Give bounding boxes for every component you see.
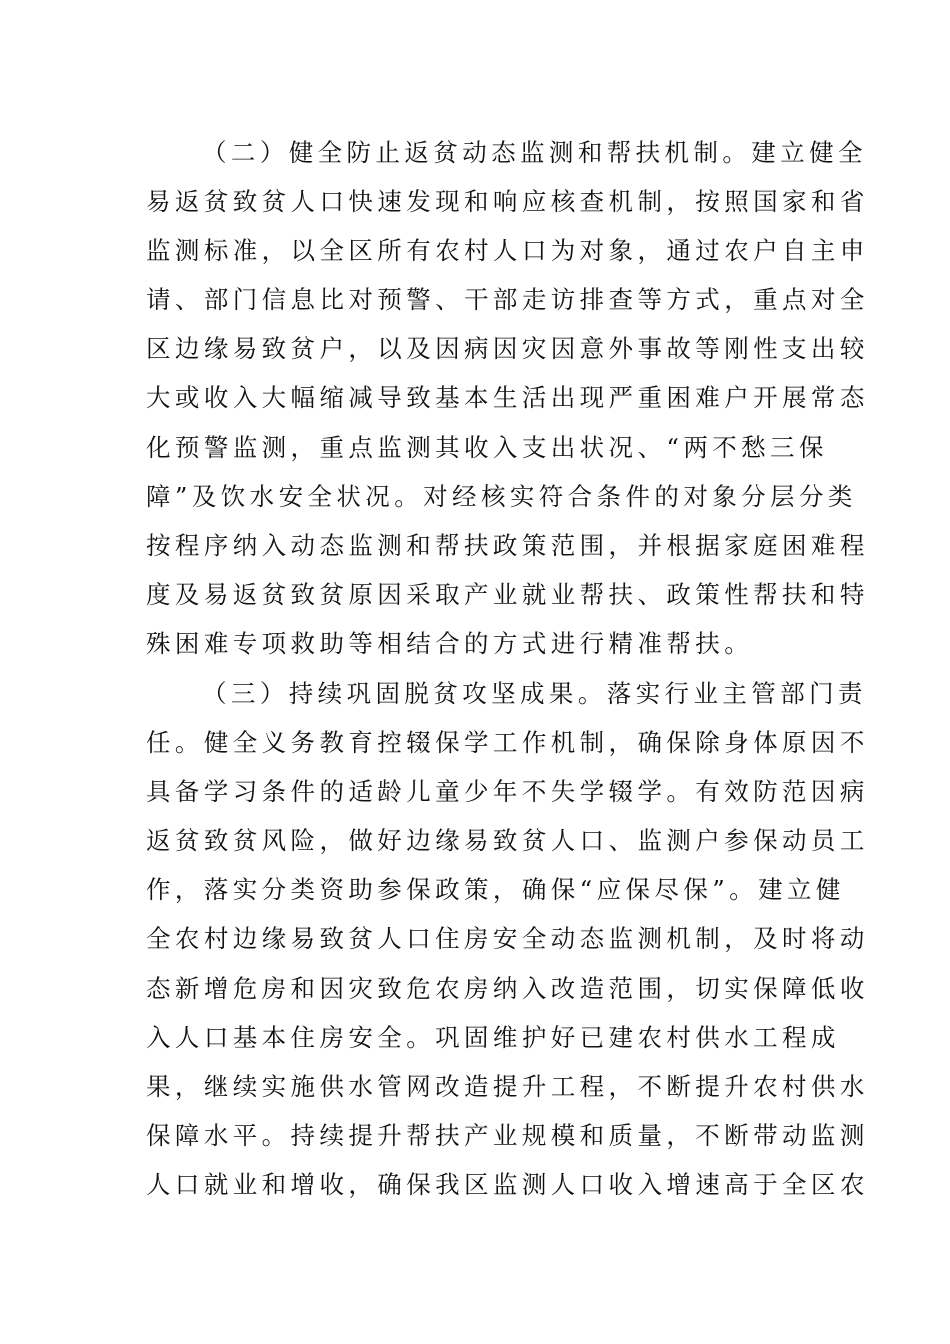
paragraph-line: 障”及饮水安全状况。对经核实符合条件的对象分层分类 bbox=[146, 481, 857, 511]
paragraph-line: 保障水平。持续提升帮扶产业规模和质量，不断带动监测 bbox=[146, 1120, 869, 1150]
paragraph-line: 果，继续实施供水管网改造提升工程，不断提升农村供水 bbox=[146, 1071, 869, 1101]
paragraph-line: 监测标准，以全区所有农村人口为对象，通过农户自主申 bbox=[146, 236, 869, 266]
paragraph-line: 态新增危房和因灾致危农房纳入改造范围，切实保障低收 bbox=[146, 973, 869, 1003]
paragraph-line: 人口就业和增收，确保我区监测人口收入增速高于全区农 bbox=[146, 1169, 869, 1199]
paragraph-line: 请、部门信息比对预警、干部走访排查等方式，重点对全 bbox=[146, 285, 869, 315]
paragraph-line: 区边缘易致贫户，以及因病因灾因意外事故等刚性支出较 bbox=[146, 334, 869, 364]
paragraph-line: 易返贫致贫人口快速发现和响应核查机制，按照国家和省 bbox=[146, 187, 869, 217]
paragraph-line: 殊困难专项救助等相结合的方式进行精准帮扶。 bbox=[146, 628, 754, 658]
paragraph-line: 具备学习条件的适龄儿童少年不失学辍学。有效防范因病 bbox=[146, 777, 869, 807]
paragraph-line: 任。健全义务教育控辍保学工作机制，确保除身体原因不 bbox=[146, 728, 869, 758]
paragraph-line: 度及易返贫致贫原因采取产业就业帮扶、政策性帮扶和特 bbox=[146, 579, 869, 609]
paragraph-line: 大或收入大幅缩减导致基本生活出现严重困难户开展常态 bbox=[146, 383, 869, 413]
paragraph-line: 按程序纳入动态监测和帮扶政策范围，并根据家庭困难程 bbox=[146, 530, 869, 560]
paragraph-line: （三）持续巩固脱贫攻坚成果。落实行业主管部门责 bbox=[202, 679, 867, 708]
paragraph-consolidate-results bbox=[146, 669, 869, 1209]
paragraph-line: （二）健全防止返贫动态监测和帮扶机制。建立健全 bbox=[202, 138, 867, 167]
paragraph-line: 入人口基本住房安全。巩固维护好已建农村供水工程成 bbox=[146, 1022, 840, 1052]
paragraph-line: 作，落实分类资助参保政策，确保“应保尽保”。建立健 bbox=[146, 875, 845, 905]
paragraph-line: 全农村边缘易致贫人口住房安全动态监测机制，及时将动 bbox=[146, 924, 869, 954]
paragraph-line: 返贫致贫风险，做好边缘易致贫人口、监测户参保动员工 bbox=[146, 826, 869, 856]
paragraph-monitoring-mechanism bbox=[146, 128, 869, 668]
paragraph-line: 化预警监测，重点监测其收入支出状况、“两不愁三保 bbox=[146, 432, 828, 462]
